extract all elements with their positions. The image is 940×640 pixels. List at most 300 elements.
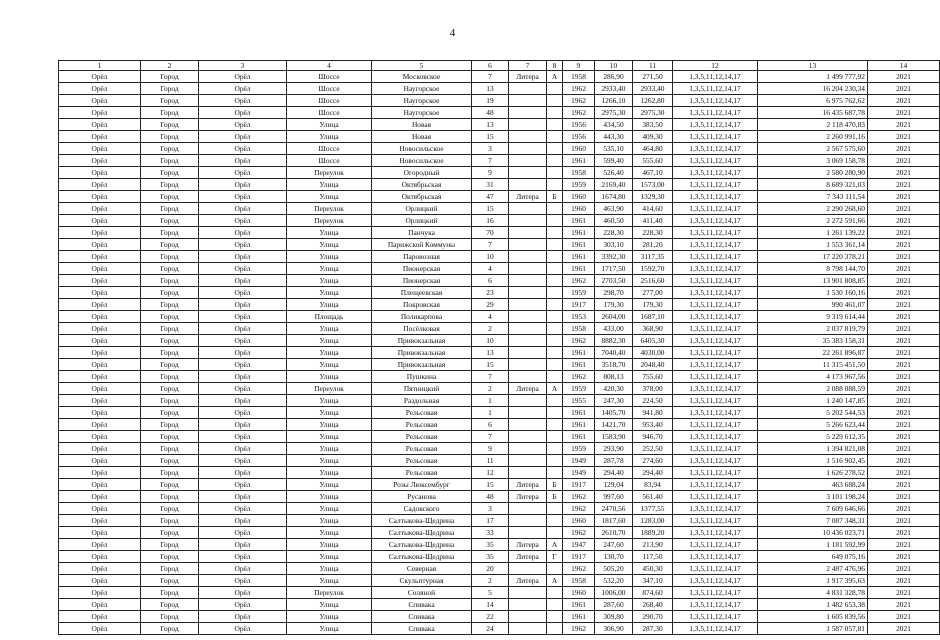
cell-living-area: 2933,40 [633,83,673,95]
cell-house: 70 [472,227,509,239]
cell-street: Рельсовая [372,467,472,479]
cell-year: 1961 [563,263,595,275]
cell-settlement-type: Город [141,419,199,431]
cell-living-area: 2048,40 [633,359,673,371]
cell-work-types: 1,3,5,11,12,14,17 [673,563,758,575]
cell-plan-year: 2021 [868,335,940,347]
cell-settlement: Орёл [199,107,287,119]
cell-cost: 1 516 902,45 [758,455,868,467]
cell-settlement-type: Город [141,215,199,227]
cell-year: 1961 [563,359,595,371]
cell-building-type [509,83,547,95]
cell-building-letter [547,95,563,107]
cell-living-area: 83,94 [633,479,673,491]
column-header-14: 14 [868,61,940,71]
cell-building-letter [547,143,563,155]
cell-living-area: 287,30 [633,623,673,635]
cell-house: 17 [472,515,509,527]
cell-living-area: 1889,20 [633,527,673,539]
cell-street: Поликарпова [372,311,472,323]
cell-cost: 6 975 762,62 [758,95,868,107]
cell-building-letter: Б [547,479,563,491]
cell-settlement-type: Город [141,167,199,179]
cell-building-type [509,371,547,383]
cell-work-types: 1,3,5,11,12,14,17 [673,203,758,215]
cell-settlement-type: Город [141,275,199,287]
cell-settlement: Орёл [199,323,287,335]
cell-street: Новосильское [372,155,472,167]
cell-work-types: 1,3,5,11,12,14,17 [673,503,758,515]
cell-year: 1961 [563,407,595,419]
cell-total-area: 2610,70 [595,527,633,539]
cell-street-type: Улица [287,527,372,539]
cell-work-types: 1,3,5,11,12,14,17 [673,239,758,251]
cell-year: 1961 [563,239,595,251]
cell-building-letter [547,323,563,335]
cell-cost: 2 580 280,90 [758,167,868,179]
cell-house: 13 [472,347,509,359]
cell-living-area: 755,60 [633,371,673,383]
cell-house: 2 [472,323,509,335]
cell-work-types: 1,3,5,11,12,14,17 [673,479,758,491]
cell-cost: 3 101 198,24 [758,491,868,503]
cell-year: 1962 [563,335,595,347]
cell-living-area: 368,90 [633,323,673,335]
cell-building-type: Литера [509,71,547,83]
cell-cost: 990 461,07 [758,299,868,311]
cell-settlement: Орёл [199,479,287,491]
cell-street-type: Улица [287,623,372,635]
cell-building-type [509,599,547,611]
cell-total-area: 434,50 [595,119,633,131]
cell-building-type [509,455,547,467]
cell-settlement: Орёл [199,611,287,623]
cell-street-type: Улица [287,611,372,623]
cell-plan-year: 2021 [868,299,940,311]
cell-house: 10 [472,251,509,263]
cell-region: Орёл [59,299,141,311]
cell-building-letter [547,443,563,455]
cell-work-types: 1,3,5,11,12,14,17 [673,335,758,347]
cell-street-type: Переулок [287,203,372,215]
cell-plan-year: 2021 [868,143,940,155]
cell-street: Рельсовая [372,455,472,467]
cell-building-type: Литера [509,491,547,503]
cell-total-area: 7040,40 [595,347,633,359]
cell-region: Орёл [59,95,141,107]
cell-settlement: Орёл [199,455,287,467]
cell-cost: 1 587 057,81 [758,623,868,635]
cell-building-letter [547,83,563,95]
cell-plan-year: 2021 [868,467,940,479]
cell-building-letter: А [547,575,563,587]
cell-living-area: 464,80 [633,143,673,155]
cell-year: 1956 [563,119,595,131]
cell-cost: 1 240 147,85 [758,395,868,407]
cell-region: Орёл [59,311,141,323]
cell-cost: 8 798 144,70 [758,263,868,275]
cell-settlement-type: Город [141,443,199,455]
cell-cost: 463 688,24 [758,479,868,491]
cell-street: Орлицкий [372,203,472,215]
cell-house: 48 [472,491,509,503]
cell-settlement-type: Город [141,395,199,407]
cell-living-area: 2516,60 [633,275,673,287]
cell-region: Орёл [59,395,141,407]
cell-building-type [509,287,547,299]
cell-settlement-type: Город [141,587,199,599]
cell-settlement: Орёл [199,167,287,179]
cell-street: Пионерская [372,263,472,275]
cell-street: Раздольная [372,395,472,407]
cell-year: 1947 [563,539,595,551]
cell-work-types: 1,3,5,11,12,14,17 [673,539,758,551]
cell-region: Орёл [59,539,141,551]
cell-living-area: 383,50 [633,119,673,131]
cell-work-types: 1,3,5,11,12,14,17 [673,323,758,335]
cell-building-type [509,347,547,359]
cell-street-type: Улица [287,131,372,143]
cell-settlement-type: Город [141,227,199,239]
cell-settlement-type: Город [141,383,199,395]
cell-plan-year: 2021 [868,107,940,119]
cell-total-area: 3518,70 [595,359,633,371]
cell-settlement-type: Город [141,191,199,203]
cell-work-types: 1,3,5,11,12,14,17 [673,131,758,143]
cell-building-letter: Б [547,491,563,503]
cell-settlement-type: Город [141,155,199,167]
cell-year: 1961 [563,431,595,443]
cell-house: 7 [472,239,509,251]
cell-work-types: 1,3,5,11,12,14,17 [673,95,758,107]
cell-cost: 2 088 088,59 [758,383,868,395]
cell-plan-year: 2021 [868,275,940,287]
cell-cost: 5 202 544,53 [758,407,868,419]
cell-settlement: Орёл [199,83,287,95]
cell-street-type: Переулок [287,215,372,227]
cell-region: Орёл [59,203,141,215]
cell-total-area: 2933,40 [595,83,633,95]
cell-street: Привокзальная [372,335,472,347]
cell-settlement: Орёл [199,335,287,347]
cell-settlement: Орёл [199,563,287,575]
table-row [59,179,940,191]
page-number: 4 [449,27,456,39]
cell-year: 1961 [563,215,595,227]
cell-street-type: Улица [287,227,372,239]
cell-year: 1953 [563,311,595,323]
cell-living-area: 941,80 [633,407,673,419]
cell-street: Скульптурная [372,575,472,587]
cell-building-letter [547,215,563,227]
table-row [59,239,940,251]
cell-street-type: Улица [287,599,372,611]
cell-living-area: 281,20 [633,239,673,251]
cell-year: 1962 [563,623,595,635]
cell-year: 1917 [563,479,595,491]
cell-building-type [509,407,547,419]
cell-cost: 7 087 348,31 [758,515,868,527]
cell-total-area: 1583,90 [595,431,633,443]
cell-building-letter: Б [547,191,563,203]
cell-settlement: Орёл [199,227,287,239]
cell-work-types: 1,3,5,11,12,14,17 [673,443,758,455]
cell-street-type: Улица [287,239,372,251]
cell-settlement: Орёл [199,155,287,167]
cell-cost: 11 315 451,50 [758,359,868,371]
cell-building-type [509,611,547,623]
cell-building-letter [547,587,563,599]
cell-settlement: Орёл [199,527,287,539]
cell-building-type [509,467,547,479]
cell-house: 7 [472,371,509,383]
table-row [59,131,940,143]
cell-plan-year: 2021 [868,407,940,419]
cell-work-types: 1,3,5,11,12,14,17 [673,143,758,155]
cell-year: 1961 [563,227,595,239]
cell-plan-year: 2021 [868,575,940,587]
cell-building-type: Литера [509,479,547,491]
cell-settlement-type: Город [141,203,199,215]
cell-year: 1959 [563,443,595,455]
cell-plan-year: 2021 [868,395,940,407]
cell-work-types: 1,3,5,11,12,14,17 [673,455,758,467]
cell-street-type: Улица [287,275,372,287]
column-header-8: 8 [547,61,563,71]
cell-plan-year: 2021 [868,359,940,371]
cell-building-type [509,623,547,635]
cell-street-type: Улица [287,287,372,299]
cell-building-letter [547,599,563,611]
cell-total-area: 1421,70 [595,419,633,431]
cell-work-types: 1,3,5,11,12,14,17 [673,395,758,407]
cell-street-type: Улица [287,503,372,515]
cell-region: Орёл [59,227,141,239]
cell-region: Орёл [59,131,141,143]
cell-street: Соляной [372,587,472,599]
cell-work-types: 1,3,5,11,12,14,17 [673,215,758,227]
cell-settlement-type: Город [141,371,199,383]
cell-building-letter [547,155,563,167]
table-row [59,623,940,635]
cell-year: 1962 [563,491,595,503]
table-body [59,71,940,635]
cell-building-type [509,143,547,155]
cell-house: 7 [472,431,509,443]
cell-settlement-type: Город [141,491,199,503]
cell-settlement-type: Город [141,431,199,443]
cell-region: Орёл [59,575,141,587]
cell-living-area: 953,40 [633,419,673,431]
column-header-7: 7 [509,61,547,71]
cell-street-type: Шоссе [287,83,372,95]
cell-settlement: Орёл [199,347,287,359]
cell-year: 1962 [563,563,595,575]
cell-region: Орёл [59,467,141,479]
cell-total-area: 306,90 [595,623,633,635]
cell-year: 1962 [563,371,595,383]
cell-building-letter [547,347,563,359]
cell-building-type [509,515,547,527]
cell-year: 1949 [563,455,595,467]
cell-street-type: Улица [287,467,372,479]
cell-house: 4 [472,263,509,275]
table-row [59,527,940,539]
cell-street-type: Улица [287,395,372,407]
cell-building-letter: А [547,539,563,551]
table-row [59,575,940,587]
cell-building-letter: А [547,383,563,395]
cell-house: 13 [472,83,509,95]
cell-total-area: 599,40 [595,155,633,167]
cell-total-area: 303,10 [595,239,633,251]
cell-house: 24 [472,623,509,635]
cell-cost: 2 567 575,60 [758,143,868,155]
cell-work-types: 1,3,5,11,12,14,17 [673,431,758,443]
cell-house: 20 [472,563,509,575]
cell-building-letter: Г [547,551,563,563]
cell-street-type: Улица [287,431,372,443]
cell-work-types: 1,3,5,11,12,14,17 [673,107,758,119]
cell-street: Октябрьская [372,179,472,191]
cell-street: Новая [372,119,472,131]
cell-house: 14 [472,599,509,611]
cell-house: 31 [472,179,509,191]
cell-settlement: Орёл [199,191,287,203]
cell-street-type: Улица [287,371,372,383]
cell-region: Орёл [59,239,141,251]
cell-cost: 1 181 592,99 [758,539,868,551]
cell-living-area: 2975,30 [633,107,673,119]
cell-settlement: Орёл [199,287,287,299]
cell-building-letter [547,311,563,323]
cell-street: Новая [372,131,472,143]
cell-region: Орёл [59,599,141,611]
cell-year: 1960 [563,515,595,527]
cell-building-letter [547,335,563,347]
cell-year: 1958 [563,167,595,179]
cell-street: Спивака [372,599,472,611]
cell-settlement: Орёл [199,71,287,83]
cell-settlement: Орёл [199,587,287,599]
cell-plan-year: 2021 [868,503,940,515]
cell-region: Орёл [59,419,141,431]
cell-total-area: 287,78 [595,455,633,467]
cell-settlement: Орёл [199,539,287,551]
cell-work-types: 1,3,5,11,12,14,17 [673,515,758,527]
cell-street: Октябрьская [372,191,472,203]
cell-building-type [509,563,547,575]
column-header-13: 13 [758,61,868,71]
cell-street: Московское [372,71,472,83]
cell-total-area: 130,70 [595,551,633,563]
cell-street: Орлицкий [372,215,472,227]
cell-cost: 16 204 230,34 [758,83,868,95]
cell-building-type [509,335,547,347]
cell-work-types: 1,3,5,11,12,14,17 [673,611,758,623]
cell-work-types: 1,3,5,11,12,14,17 [673,551,758,563]
cell-building-letter [547,167,563,179]
cell-plan-year: 2021 [868,599,940,611]
cell-street-type: Улица [287,263,372,275]
cell-plan-year: 2021 [868,371,940,383]
table-row [59,479,940,491]
cell-street-type: Улица [287,323,372,335]
column-header-2: 2 [141,61,199,71]
cell-building-letter [547,611,563,623]
cell-building-letter: А [547,71,563,83]
cell-work-types: 1,3,5,11,12,14,17 [673,371,758,383]
cell-living-area: 1329,30 [633,191,673,203]
cell-cost: 1 261 139,22 [758,227,868,239]
cell-street-type: Улица [287,551,372,563]
cell-living-area: 411,40 [633,215,673,227]
cell-building-letter [547,407,563,419]
cell-building-letter [547,419,563,431]
cell-street-type: Переулок [287,383,372,395]
cell-year: 1959 [563,179,595,191]
cell-year: 1960 [563,143,595,155]
table-row [59,539,940,551]
cell-building-type [509,431,547,443]
cell-house: 11 [472,455,509,467]
cell-settlement-type: Город [141,239,199,251]
cell-building-letter [547,455,563,467]
cell-house: 12 [472,467,509,479]
cell-building-type [509,587,547,599]
cell-house: 35 [472,551,509,563]
cell-settlement: Орёл [199,119,287,131]
cell-living-area: 117,50 [633,551,673,563]
cell-plan-year: 2021 [868,347,940,359]
cell-street: Привокзальная [372,359,472,371]
cell-work-types: 1,3,5,11,12,14,17 [673,191,758,203]
cell-plan-year: 2021 [868,179,940,191]
cell-street: Рельсовая [372,419,472,431]
cell-work-types: 1,3,5,11,12,14,17 [673,599,758,611]
cell-year: 1962 [563,83,595,95]
cell-settlement: Орёл [199,179,287,191]
cell-work-types: 1,3,5,11,12,14,17 [673,527,758,539]
cell-total-area: 179,30 [595,299,633,311]
cell-work-types: 1,3,5,11,12,14,17 [673,623,758,635]
cell-house: 15 [472,203,509,215]
cell-building-type [509,527,547,539]
cell-settlement: Орёл [199,551,287,563]
cell-living-area: 561,40 [633,491,673,503]
column-header-9: 9 [563,61,595,71]
cell-street: Пионерская [372,275,472,287]
cell-settlement-type: Город [141,467,199,479]
cell-building-letter [547,299,563,311]
cell-settlement-type: Город [141,407,199,419]
cell-year: 1955 [563,395,595,407]
cell-street-type: Шоссе [287,143,372,155]
cell-plan-year: 2021 [868,455,940,467]
cell-living-area: 277,00 [633,287,673,299]
cell-settlement: Орёл [199,407,287,419]
cell-plan-year: 2021 [868,287,940,299]
cell-street: Русанова [372,491,472,503]
cell-living-area: 224,50 [633,395,673,407]
cell-settlement: Орёл [199,275,287,287]
cell-building-type [509,107,547,119]
cell-settlement-type: Город [141,143,199,155]
cell-building-letter [547,371,563,383]
table-row [59,359,940,371]
cell-building-letter [547,563,563,575]
table-row [59,455,940,467]
